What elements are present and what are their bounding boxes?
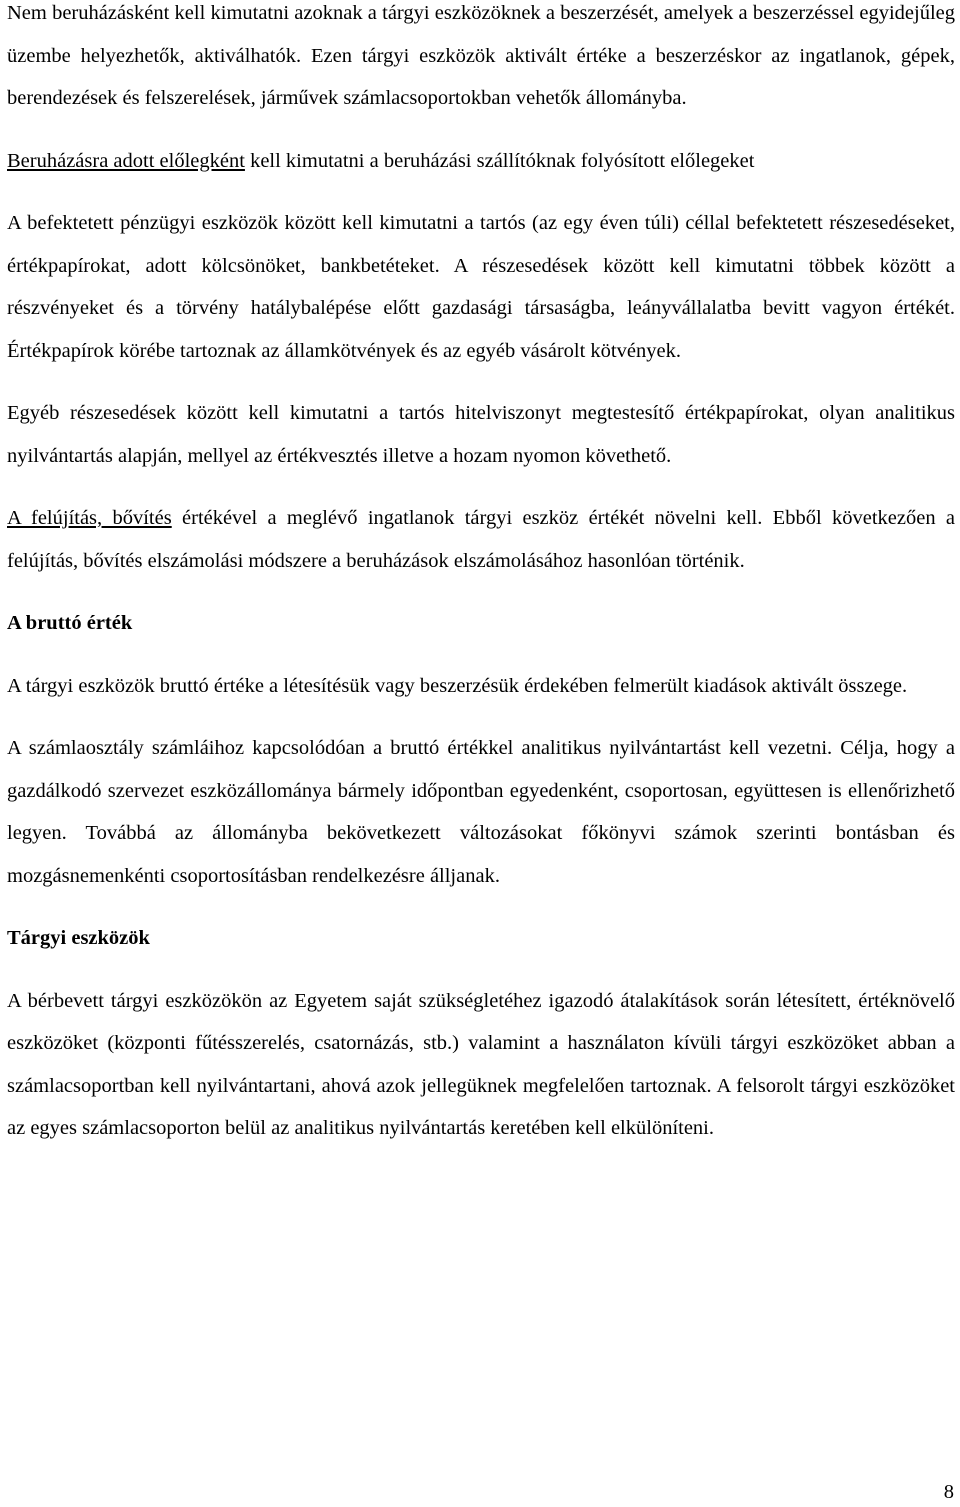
underlined-term-felujitas: A felújítás, bővítés	[7, 507, 172, 529]
paragraph-beruhazas: Nem beruházásként kell kimutatni azoknak a tárgyi eszközöknek a beszerzését, amelyek a beszerzéssel egyidejűleg üzembe helyezhetők, aktiválhatók. Ezen tárgyi eszközök aktivált értéke a beszerzéskor az ingatlanok, gépek, berendezések és felszerelések, járművek számlacsoportokban vehetők állományba.	[7, 2, 955, 109]
paragraph-brutto-ertek: A tárgyi eszközök bruttó értéke a létesítésük vagy beszerzésük érdekében felmerült kiadások aktivált összege.	[7, 674, 908, 697]
heading-brutto-ertek: A bruttó érték	[7, 612, 133, 634]
heading-targyi-eszkozok: Tárgyi eszközök	[7, 927, 150, 949]
paragraph-eloleg-text: kell kimutatni a beruházási szállítóknak folyósított előlegeket	[244, 149, 755, 172]
paragraph-felujitas	[7, 497, 955, 582]
paragraph-eloleg	[7, 140, 955, 183]
paragraph-felujitas-text: értékével a meglévő ingatlanok tárgyi eszköz értékét növelni kell. Ebből következően a felújítás, bővítés elszámolási módszere a beruházások elszámolásához hasonlóan történik.	[7, 507, 955, 572]
paragraph-egyeb-reszesedesek: Egyéb részesedések között kell kimutatni a tartós hitelviszonyt megtestesítő értékpapírokat, olyan analitikus nyilvántartás alapján, mellyel az értékvesztés illetve a hozam nyomon követhető.	[7, 402, 955, 467]
paragraph-befektetett-eszkozok: A befektetett pénzügyi eszközök között kell kimutatni a tartós (az egy éven túli) céllal befektetett részesedéseket, értékpapírokat, adott kölcsönöket, bankbetéteket. A részesedések között kell kimutatni többek között a részvényeket és a törvény hatálybalépése előtt gazdasági társaságba, leányvállalatba bevitt vagyon értékét. Értékpapírok körébe tartoznak az államkötvények és az egyéb vásárolt kötvények.	[7, 212, 955, 362]
page-number: 8	[943, 1481, 954, 1503]
underlined-term-eloleg: Beruházásra adott előlegként	[7, 149, 245, 172]
paragraph-berbevett-eszkozok: A bérbevett tárgyi eszközökön az Egyetem saját szükségletéhez igazodó átalakítások során létesített, értéknövelő eszközöket (központi fűtésszerelés, csatornázás, stb.) valamint a használaton kívüli tárgyi eszközöket abban a számlacsoportban kell nyilvántartani, ahová azok jellegüknek megfelelően tartoznak. A felsorolt tárgyi eszközöket az egyes számlacsoporton belül az analitikus nyilvántartás keretében kell elkülöníteni.	[7, 989, 955, 1139]
document-page	[7, 0, 955, 1150]
paragraph-szamlaosztaly: A számlaosztály számláihoz kapcsolódóan a bruttó értékkel analitikus nyilvántartást kell vezetni. Célja, hogy a gazdálkodó szervezet eszközállománya bármely időpontban egyedenként, csoportosan, együttesen is ellenőrizhető legyen. Továbbá az állományba bekövetkezett változásokat főkönyvi számok szerinti bontásban és mozgásnemenkénti csoportosításban rendelkezésre álljanak.	[7, 737, 955, 887]
